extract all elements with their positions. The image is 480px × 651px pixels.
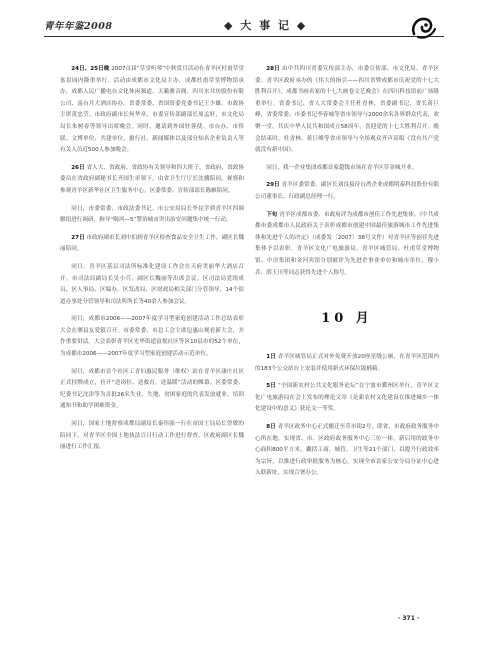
entry-paragraph: 同日，成都市首个社区工青妇惠民服务（维权）站在青羊区康庄社区正式挂牌成立，拉开“送岗位、送救育，送温暖”活动的帷幕。区委常委、纪委书记沈津等为首批26名失业、失地、贫困家庭的代表发放就业、培训通知书和助学困难资金。 xyxy=(60,368,244,410)
entry-paragraph: 同日，市委常委、市政法委书记、市公安局局长李昆学到青羊区四调解组进行调研，指导“喝风—5”警治城市突出治安问题集中统一行动。 xyxy=(60,205,244,224)
section-title: ◆ 大 事 记 ◆ xyxy=(224,19,308,32)
right-column xyxy=(255,64,439,486)
entry-paragraph: 同日，成都市2006——2007年度学习型家庭创建活动工作总结表彰大会在郫县友爱镇召开。市委常委、市总工会主席包惠山观看新大会，并作重要讲话。大会表彰青羊区光华街道富悦社区等区10县市的52个单位，为成都市2006——2007年度学习型家庭创建活动示范单位。 xyxy=(60,316,244,358)
left-column xyxy=(60,64,244,460)
entry-paragraph: 同日，我一企业集团成都首家超级市场在青羊区草金城开业。 xyxy=(266,164,418,171)
entry-paragraph: 同日，国家土地督察成都局副局长秦伟强一行在市国土局局长曾敏的陪同下，对青羊区全国土地执法百日行动工作进行督查，区政府副区长魏丽进行工作汇报。 xyxy=(60,421,244,451)
entry-paragraph: 26日 省人大、省政府、省政协有关领导和四大班子、省政府、省政协委员在省政府副秘书长齐国生率领下，由省卫生厅厅长沈骥陪同，视察和参观青羊区新华社区卫生服务中心。区委常委、宣传部部长陈雁陪同。 xyxy=(60,164,244,194)
page-header xyxy=(44,16,444,37)
entry-paragraph: 27日 市政府副市长刘中伯到青羊区检查食品安全卫生工作，副区长魏丽陪同。 xyxy=(60,234,244,253)
yearbook-title: 青年年鉴2008 xyxy=(44,21,113,32)
entry-paragraph: 8日 青羊区政务中心正式搬迁至草市街2号，即省、市政府政务服务中心所在地。实现省、市、区政府政务服务中心三位一体。新启用的政务中心面积800平方米，囊括工商、城管、卫生等21个部门，以提升行政效率为宗旨，以推进行政审批服务为核心，实现全市首家公安分局分证中心进入联新址，实现合署办公。 xyxy=(255,424,439,477)
month-heading: 10 月 xyxy=(321,311,373,327)
yearbook-logo-icon xyxy=(408,12,438,42)
entry-paragraph: 1日 青羊区城管局正式对外免费开放20座星级公厕，在青羊区范围内的183个公交站台上安装并使用新式环保垃圾桶箱。 xyxy=(255,354,439,372)
page-number: · 371 · xyxy=(398,615,420,622)
entry-paragraph: 28日 由中共四川省委宣传部主办，市委宣传部、市文化局、青羊区委、青羊区政府承办的《伟大的指引——四川省暨成都市庆祝党的十七大胜利召开》，成都书画名家的十七大画卷文艺晚会》在四川科技馆前广场隆重举行。省委书记、省人大常委会主任杜青林，省委副书记、省长蒋巨峰，省委常委、市委书记李春城等省市领导与2000余名各界群众代表，欢聚一堂，共庆中华人民共和国成立58周年，喜迎党的十七大胜利召开。晚会结束时，杜青林、蒋巨峰等省市领导与全场观众齐声高唱《没有共产党就没有新中国》。 xyxy=(255,66,439,154)
entry-paragraph: 29日 青羊区委常委、副区长刘良接待台湾企业成都明泰科技股份有限公司董事长、行政副总经理一行。 xyxy=(255,182,439,200)
entry-paragraph: 24日、25日晚 2007首届“草堂听琴”中秋赏月活动在青羊区杜甫草堂盆景园内隆重举行。活动由成都市文化局主办，成都杜甫草堂博物馆承办，成都人民广播电台文化休闲频道、天籁雅音阁、四川水井坊股份有限公司、南台月大酒店协办。省委常委、省国资委党委书记王少雄、市政协主席黄忠莹、市政府副市长何华章，市委宣传部副部长周孟轩，市文化局局长朱树春等领导出席晚会。同时，邀请到外国驻蓉使、市台办、市侨联、文博单位、共建单位、旅行社、新闻媒体以及部分知名企业负责人等有关人员近500人参加晚会。 xyxy=(60,66,244,154)
entry-paragraph: 5日 “全国新农村公共文化服务论坛”在宁波市鄞州区举行，青羊区文化广电旅游局在会上发布的理论文章《论新农村文化建设在推进城乡一体化建设中的意义》获论文一等奖。 xyxy=(255,383,439,413)
entry-paragraph: 下旬 青羊区成都市委、市政府评为成都市创佳工作先进集体。《中共成都市委成都市人民政府关于表彰成都市创建中国最佳旅游城市工作先进集体和先进个人的决定》（成委发〔2007〕38号文件）对青羊区等创佳先进集体予以表彰。青羊区文化广电旅游局、青羊区城管局、杜甫草堂博物馆、中房集团和金河宾馆分别被评为先进企事业单位和城市单位，穆小乔、薛玉川等同志获得先进个人称号。 xyxy=(255,211,439,276)
entry-paragraph: 同日，青羊区基层司法所标准化建设工作会在天府美丽华大酒店召开。市司法局副局长吴小兵，副区长魏丽等出席会议。区司法局党组成员、区人事局、区编办、区发改局、区财政局相关部门分管领导，14个街道办事处分管领导和司法所所长等40余人参加会议。 xyxy=(60,263,244,305)
